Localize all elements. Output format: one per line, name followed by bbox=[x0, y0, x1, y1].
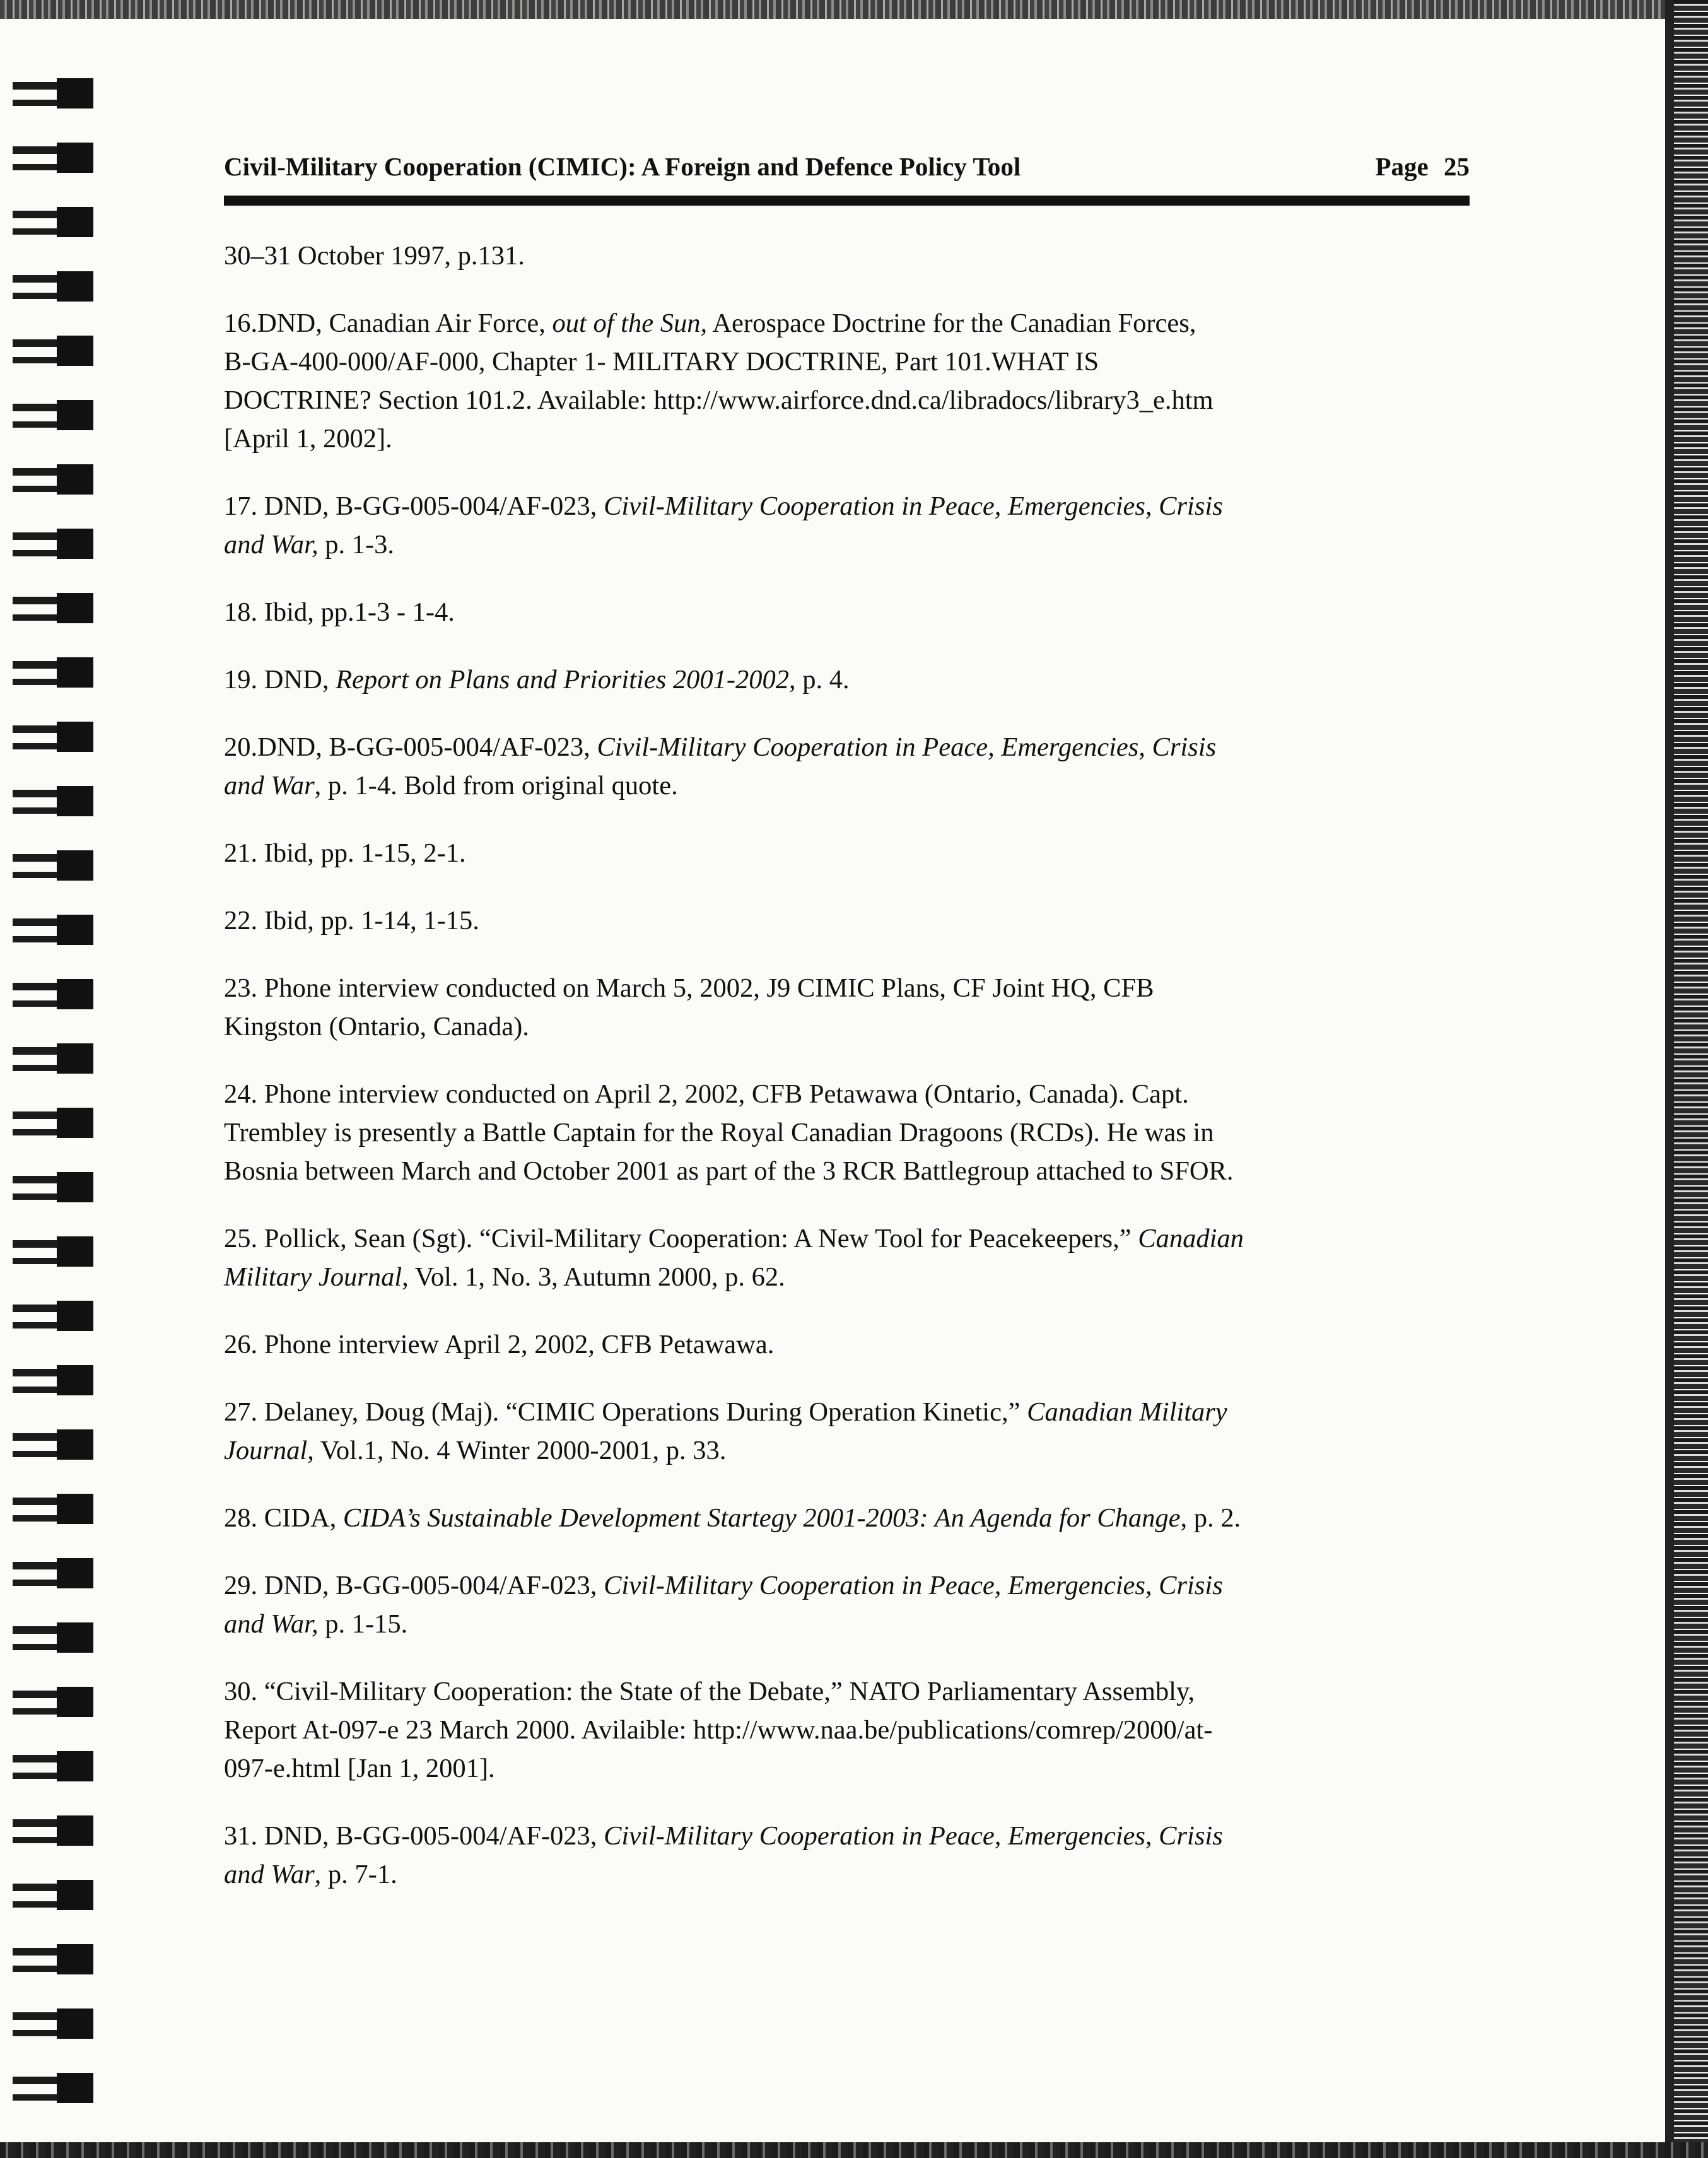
endnote-n24 bbox=[224, 1075, 1470, 1190]
page-header bbox=[224, 151, 1470, 196]
endnote-italic-text: Canadian Military Journal bbox=[224, 1397, 1227, 1465]
endnote-before-text: 30–31 October 1997, p.131. bbox=[224, 241, 525, 271]
page-title: Civil-Military Cooperation (CIMIC): A Foreign and Defence Policy Tool bbox=[224, 152, 1021, 181]
endnote-italic-text: Canadian Military Journal bbox=[224, 1224, 1244, 1292]
endnote-before-text: 28. CIDA, bbox=[224, 1503, 343, 1533]
endnote-n29 bbox=[224, 1566, 1470, 1643]
endnote-n16 bbox=[224, 304, 1470, 458]
endnote-n18 bbox=[224, 593, 1470, 631]
endnote-n23 bbox=[224, 969, 1470, 1046]
endnote-before-text: 21. Ibid, pp. 1-15, 2-1. bbox=[224, 838, 466, 868]
endnote-italic-text: CIDA’s Sustainable Development Startegy 2001-2003: An Agenda for Change bbox=[342, 1503, 1181, 1533]
endnote-after-text: , Vol. 1, No. 3, Autumn 2000, p. 62. bbox=[402, 1262, 785, 1292]
endnote-before-text: 20.DND, B-GG-005-004/AF-023, bbox=[224, 732, 597, 762]
endnote-italic-text: Civil-Military Cooperation in Peace, Emergencies, Crisis and War, bbox=[224, 491, 1223, 560]
endnote-n21 bbox=[224, 834, 1470, 872]
endnote-before-text: 17. DND, B-GG-005-004/AF-023, bbox=[224, 491, 604, 521]
endnote-n19 bbox=[224, 660, 1470, 699]
endnote-after-text: p. 1-15. bbox=[318, 1609, 408, 1639]
endnote-after-text: , p. 1-4. Bold from original quote. bbox=[314, 771, 678, 800]
endnote-n20 bbox=[224, 728, 1470, 805]
endnote-italic-text: Civil-Military Cooperation in Peace, Emergencies, Crisis and War bbox=[224, 1821, 1223, 1889]
endnote-before-text: 24. Phone interview conducted on April 2, 2002, CFB Petawawa (Ontario, Canada). Capt. Trembley is presently a Battle Captain for the Royal Canadian Dragoons (RCDs). He was in Bosnia between March and October 2001 as part of the 3 RCR Battlegroup attached to SFOR. bbox=[224, 1079, 1234, 1186]
scan-edge-right bbox=[1665, 0, 1708, 2158]
endnote-n25 bbox=[224, 1219, 1470, 1296]
page-number: Page 25 bbox=[1375, 152, 1470, 181]
scan-edge-bottom bbox=[0, 2142, 1708, 2158]
endnote-before-text: 23. Phone interview conducted on March 5, 2002, J9 CIMIC Plans, CF Joint HQ, CFB Kingston (Ontario, Canada). bbox=[224, 973, 1154, 1041]
endnote-after-text: p. 1-3. bbox=[318, 530, 394, 560]
header-rule bbox=[224, 196, 1470, 206]
endnote-before-text: 27. Delaney, Doug (Maj). “CIMIC Operations During Operation Kinetic,” bbox=[224, 1397, 1027, 1427]
endnote-before-text: 29. DND, B-GG-005-004/AF-023, bbox=[224, 1571, 604, 1600]
endnote-after-text: , p. 4. bbox=[789, 665, 850, 695]
endnote-n28 bbox=[224, 1499, 1470, 1537]
endnote-after-text: , Vol.1, No. 4 Winter 2000-2001, p. 33. bbox=[307, 1436, 727, 1465]
endnote-italic-text: out of the Sun, bbox=[552, 308, 708, 338]
endnote-before-text: 26. Phone interview April 2, 2002, CFB Petawawa. bbox=[224, 1330, 775, 1359]
endnote-n17 bbox=[224, 487, 1470, 564]
endnote-after-text: , p. 2. bbox=[1180, 1503, 1241, 1533]
binding-holes bbox=[57, 69, 93, 2126]
endnote-before-text: 22. Ibid, pp. 1-14, 1-15. bbox=[224, 906, 479, 935]
endnote-italic-text: Civil-Military Cooperation in Peace, Emergencies, Crisis and War bbox=[224, 732, 1217, 800]
endnote-before-text: 30. “Civil-Military Cooperation: the State of the Debate,” NATO Parliamentary Assembly, Report At-097-e 23 March 2000. Avilaible: http://www.naa.be/publications/comrep/2000/at- 097-e.html [Jan 1, 2001]. bbox=[224, 1677, 1213, 1783]
endnote-before-text: 19. DND, bbox=[224, 665, 336, 695]
endnote-after-text: , p. 7-1. bbox=[314, 1860, 397, 1889]
endnote-before-text: 25. Pollick, Sean (Sgt). “Civil-Military Cooperation: A New Tool for Peacekeepers,” bbox=[224, 1224, 1138, 1253]
endnote-n26 bbox=[224, 1325, 1470, 1364]
endnote-n22 bbox=[224, 901, 1470, 940]
endnotes-list bbox=[224, 237, 1470, 1923]
endnote-before-text: 18. Ibid, pp.1-3 - 1-4. bbox=[224, 597, 455, 627]
endnote-n31 bbox=[224, 1817, 1470, 1894]
endnote-n15 bbox=[224, 237, 1470, 275]
scan-edge-top bbox=[0, 0, 1708, 19]
endnote-italic-text: Report on Plans and Priorities 2001-2002 bbox=[336, 665, 790, 695]
endnote-italic-text: Civil-Military Cooperation in Peace, Emergencies, Crisis and War, bbox=[224, 1571, 1223, 1639]
endnote-before-text: 31. DND, B-GG-005-004/AF-023, bbox=[224, 1821, 604, 1851]
endnote-n30 bbox=[224, 1672, 1470, 1788]
endnote-after-text: Aerospace Doctrine for the Canadian Forces, B-GA-400-000/AF-000, Chapter 1- MILITARY DOCTRINE, Part 101.WHAT IS DOCTRINE? Section 101.2. Available: http://www.airforce.dnd.ca/libradocs/library3_e.htm [April 1, 2002]. bbox=[224, 308, 1214, 454]
endnote-before-text: 16.DND, Canadian Air Force, bbox=[224, 308, 553, 338]
endnote-n27 bbox=[224, 1393, 1470, 1470]
